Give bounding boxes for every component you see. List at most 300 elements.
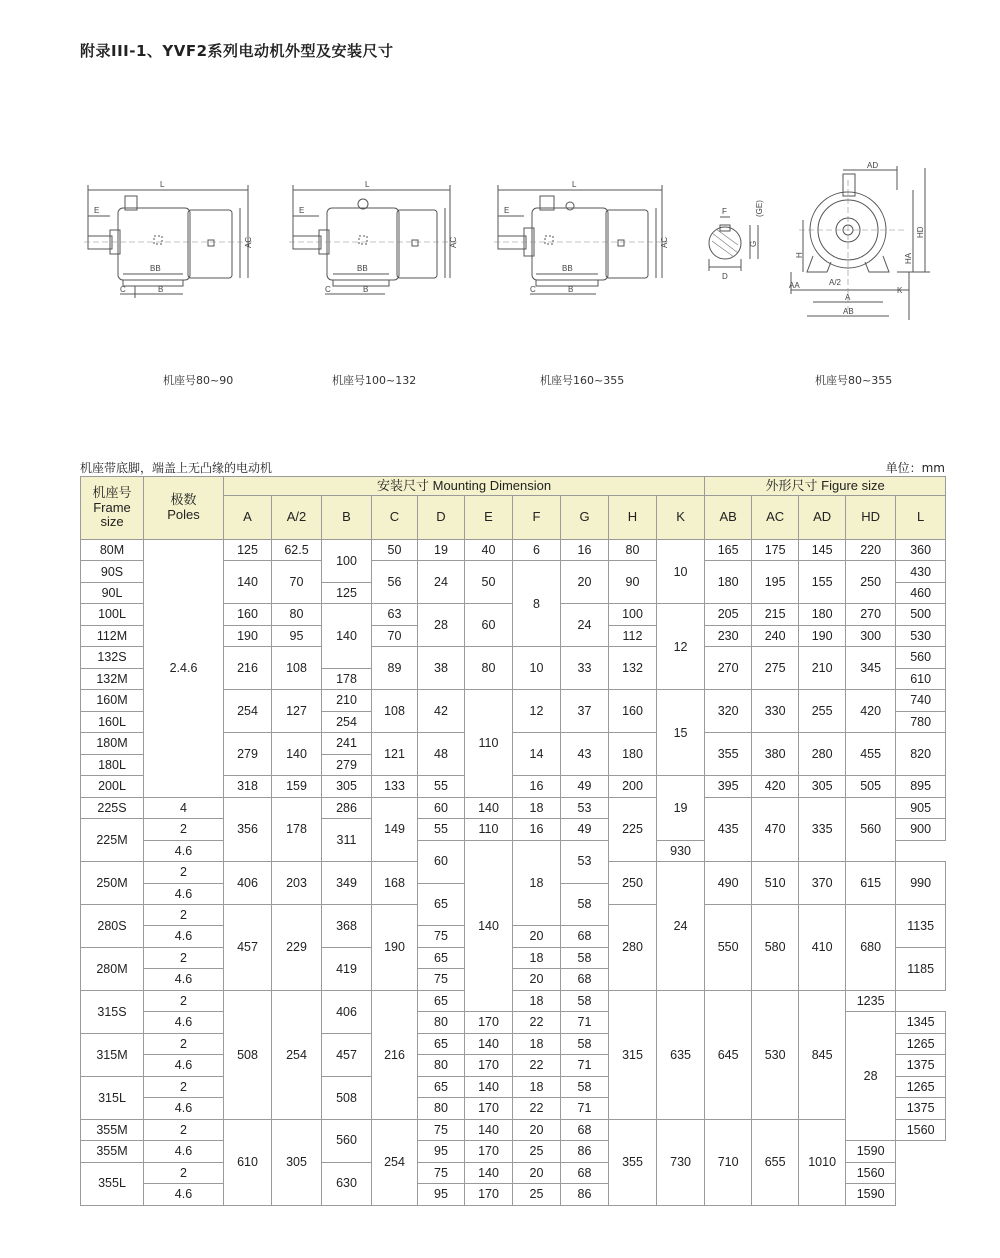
- table-cell: 216: [372, 990, 418, 1119]
- table-cell: 250: [609, 862, 657, 905]
- label-L: L: [365, 180, 370, 189]
- table-cell: 86: [561, 1184, 609, 1205]
- table-cell: 180L: [81, 754, 144, 775]
- col-header-d: D: [418, 496, 465, 540]
- table-cell: 58: [561, 990, 609, 1011]
- table-cell: 90S: [81, 561, 144, 582]
- label-C: C: [530, 285, 536, 294]
- table-cell: 630: [322, 1162, 372, 1205]
- table-cell: 4.6: [144, 1055, 224, 1076]
- table-cell: 132M: [81, 668, 144, 689]
- table-cell: 50: [372, 540, 418, 561]
- table-cell: 180: [705, 561, 752, 604]
- table-cell: 279: [224, 733, 272, 776]
- header-frame: [81, 477, 144, 540]
- label-B: B: [363, 285, 369, 294]
- table-cell: 2: [144, 1076, 224, 1097]
- table-cell: 175: [752, 540, 799, 561]
- table-cell: 250: [846, 561, 896, 604]
- table-cell: 315: [609, 990, 657, 1119]
- table-cell: 18: [513, 1076, 561, 1097]
- label-L: L: [160, 180, 165, 189]
- table-cell: 190: [224, 625, 272, 646]
- table-cell: 25: [513, 1141, 561, 1162]
- label-G: G: [749, 240, 758, 247]
- motor-side-view-160-355: [490, 178, 675, 303]
- table-cell: 360: [896, 540, 946, 561]
- table-cell: 40: [465, 540, 513, 561]
- table-cell: 305: [799, 776, 846, 797]
- table-cell: 58: [561, 1033, 609, 1054]
- table-cell: 95: [418, 1184, 465, 1205]
- table-cell: 180: [799, 604, 846, 625]
- table-cell: 930: [657, 840, 705, 861]
- table-cell: 100: [609, 604, 657, 625]
- table-cell: 241: [322, 733, 372, 754]
- table-cell: 140: [465, 1033, 513, 1054]
- table-cell: 22: [513, 1012, 561, 1033]
- table-cell: 435: [705, 797, 752, 861]
- table-cell: 55: [418, 776, 465, 797]
- table-cell: 318: [224, 776, 272, 797]
- table-cell: 190: [372, 904, 418, 990]
- table-cell: 1375: [896, 1098, 946, 1119]
- table-cell: 140: [465, 797, 513, 818]
- table-cell: 335: [799, 797, 846, 861]
- table-cell: 160: [609, 690, 657, 733]
- table-cell: 315L: [81, 1076, 144, 1119]
- table-cell: 19: [657, 776, 705, 840]
- table-cell: 65: [418, 883, 465, 926]
- table-cell: 370: [799, 862, 846, 905]
- col-header-f: F: [513, 496, 561, 540]
- table-cell: 49: [561, 819, 609, 840]
- table-cell: 315M: [81, 1033, 144, 1076]
- col-header-ad: AD: [799, 496, 846, 540]
- unit-label: 单位：mm: [885, 461, 945, 475]
- table-cell: 33: [561, 647, 609, 690]
- table-cell: 132S: [81, 647, 144, 668]
- label-AD: AD: [867, 161, 879, 170]
- table-cell: 254: [272, 990, 322, 1119]
- label-E: E: [504, 206, 510, 215]
- table-cell: 60: [418, 840, 465, 883]
- table-cell: 4.6: [144, 1012, 224, 1033]
- table-cell: 160L: [81, 711, 144, 732]
- table-cell: 20: [513, 969, 561, 990]
- table-cell: 60: [418, 797, 465, 818]
- table-cell: 1375: [896, 1055, 946, 1076]
- table-cell: 65: [418, 1076, 465, 1097]
- table-cell: 505: [846, 776, 896, 797]
- table-cell: 80: [465, 647, 513, 690]
- table-cell: 63: [372, 604, 418, 625]
- table-cell: 530: [896, 625, 946, 646]
- dimension-table: [80, 476, 946, 1206]
- table-cell: 155: [799, 561, 846, 604]
- table-cell: 395: [705, 776, 752, 797]
- table-cell: 330: [752, 690, 799, 733]
- label-BB: BB: [150, 264, 161, 273]
- table-cell: 140: [272, 733, 322, 776]
- table-cell: 6: [513, 540, 561, 561]
- table-cell: 205: [705, 604, 752, 625]
- label-AA: AA: [789, 281, 800, 290]
- table-cell: 4.6: [144, 1141, 224, 1162]
- header-mounting: 安装尺寸 Mounting Dimension: [224, 477, 705, 496]
- table-cell: 500: [896, 604, 946, 625]
- table-cell: 160: [224, 604, 272, 625]
- table-cell: 22: [513, 1098, 561, 1119]
- table-cell: 311: [322, 819, 372, 862]
- table-cell: 60: [465, 604, 513, 647]
- table-cell: 125: [224, 540, 272, 561]
- caption-frame-100-132: 机座号100~132: [332, 374, 417, 387]
- table-cell: 195: [752, 561, 799, 604]
- table-cell: 178: [272, 797, 322, 861]
- col-header-l: L: [896, 496, 946, 540]
- table-cell: 10: [657, 540, 705, 604]
- table-cell: 86: [561, 1141, 609, 1162]
- table-cell: 255: [799, 690, 846, 733]
- table-cell: 19: [418, 540, 465, 561]
- table-cell: 2: [144, 1033, 224, 1054]
- table-cell: 305: [272, 1119, 322, 1205]
- table-cell: 145: [799, 540, 846, 561]
- table-cell: 280: [609, 904, 657, 990]
- table-cell: 180M: [81, 733, 144, 754]
- table-cell: 560: [896, 647, 946, 668]
- col-header-h: H: [609, 496, 657, 540]
- label-A2: A/2: [829, 278, 842, 287]
- table-cell: 905: [896, 797, 946, 818]
- table-cell: 4.6: [144, 1184, 224, 1205]
- table-cell: 22: [513, 1055, 561, 1076]
- table-cell: 210: [322, 690, 372, 711]
- table-cell: 53: [561, 840, 609, 883]
- table-cell: 110: [465, 819, 513, 840]
- label-A: A: [845, 293, 851, 302]
- header-poles-text: 极数 Poles: [167, 492, 200, 522]
- table-cell: 149: [372, 797, 418, 861]
- table-cell: 560: [322, 1119, 372, 1162]
- table-cell: 95: [272, 625, 322, 646]
- table-cell: 12: [513, 690, 561, 733]
- table-cell: 108: [272, 647, 322, 690]
- table-cell: 410: [799, 904, 846, 990]
- table-cell: 71: [561, 1055, 609, 1076]
- table-cell: 286: [322, 797, 372, 818]
- shaft-section-view: [700, 195, 770, 285]
- table-cell: 2: [144, 819, 224, 840]
- table-cell: 530: [752, 990, 799, 1119]
- table-cell: 225S: [81, 797, 144, 818]
- table-cell: 355M: [81, 1119, 144, 1140]
- table-cell: 180: [609, 733, 657, 776]
- table-cell: 90: [609, 561, 657, 604]
- table-cell: 4.6: [144, 883, 224, 904]
- col-header-g: G: [561, 496, 609, 540]
- table-cell: 270: [705, 647, 752, 690]
- table-cell: 28: [418, 604, 465, 647]
- table-cell: 178: [322, 668, 372, 689]
- table-row: [81, 1119, 946, 1140]
- label-B: B: [158, 285, 164, 294]
- table-cell: 75: [418, 926, 465, 947]
- table-cell: 58: [561, 883, 609, 926]
- table-cell: 254: [372, 1119, 418, 1205]
- table-cell: 70: [272, 561, 322, 604]
- table-cell: 430: [896, 561, 946, 582]
- table-cell: 740: [896, 690, 946, 711]
- table-cell: 140: [224, 561, 272, 604]
- table-cell: 254: [322, 711, 372, 732]
- table-cell: 16: [513, 819, 561, 840]
- table-cell: 550: [705, 904, 752, 990]
- table-cell: 159: [272, 776, 322, 797]
- table-cell: 90L: [81, 582, 144, 603]
- table-cell: 2: [144, 904, 224, 925]
- table-cell: 345: [846, 647, 896, 690]
- table-cell: 2: [144, 862, 224, 883]
- table-cell: 58: [561, 1076, 609, 1097]
- table-cell: 68: [561, 1162, 609, 1183]
- table-cell: 1560: [846, 1162, 896, 1183]
- table-cell: 560: [846, 797, 896, 861]
- table-cell: 4: [144, 797, 224, 818]
- table-cell: 140: [465, 1076, 513, 1097]
- table-cell: 25: [513, 1184, 561, 1205]
- table-cell: 49: [561, 776, 609, 797]
- table-cell: 43: [561, 733, 609, 776]
- table-cell: 112M: [81, 625, 144, 646]
- caption-frame-80-355-end: 机座号80~355: [815, 374, 893, 387]
- col-header-a: A: [224, 496, 272, 540]
- table-cell: 355L: [81, 1162, 144, 1205]
- table-cell: 80: [418, 1098, 465, 1119]
- table-cell: 37: [561, 690, 609, 733]
- table-cell: 200L: [81, 776, 144, 797]
- table-cell: 48: [418, 733, 465, 776]
- table-cell: 132: [609, 647, 657, 690]
- table-cell: 1590: [846, 1184, 896, 1205]
- header-poles: [144, 477, 224, 540]
- table-cell: 1185: [896, 947, 946, 990]
- table-cell: 14: [513, 733, 561, 776]
- table-cell: 18: [513, 947, 561, 968]
- table-cell: 655: [752, 1119, 799, 1205]
- table-cell: 140: [465, 840, 513, 1012]
- table-cell: 508: [224, 990, 272, 1119]
- table-cell: 170: [465, 1012, 513, 1033]
- table-row: [81, 797, 946, 818]
- table-cell: 112: [609, 625, 657, 646]
- col-header-a-half2: A/2: [272, 496, 322, 540]
- table-cell: 280S: [81, 904, 144, 947]
- table-cell: 16: [561, 540, 609, 561]
- table-cell: 2: [144, 947, 224, 968]
- label-AC: AC: [244, 236, 253, 248]
- table-cell: 121: [372, 733, 418, 776]
- table-cell: 95: [418, 1141, 465, 1162]
- table-cell: 610: [224, 1119, 272, 1205]
- motor-end-view: [785, 160, 940, 325]
- table-cell: 1590: [846, 1141, 896, 1162]
- table-cell: 420: [752, 776, 799, 797]
- table-cell: 18: [513, 1033, 561, 1054]
- table-cell: 10: [513, 647, 561, 690]
- table-cell: 170: [465, 1184, 513, 1205]
- table-cell: 190: [799, 625, 846, 646]
- table-cell: 2: [144, 1162, 224, 1183]
- table-cell: 275: [752, 647, 799, 690]
- table-cell: 1135: [896, 904, 946, 947]
- table-cell: 89: [372, 647, 418, 690]
- table-cell: 355: [705, 733, 752, 776]
- table-cell: 140: [322, 604, 372, 668]
- table-cell: 406: [322, 990, 372, 1033]
- table-cell: 355M: [81, 1141, 144, 1162]
- table-cell: 170: [465, 1098, 513, 1119]
- table-cell: 2: [144, 990, 224, 1011]
- table-cell: 140: [465, 1119, 513, 1140]
- label-E: E: [299, 206, 305, 215]
- table-cell: 2: [144, 1119, 224, 1140]
- label-AC: AC: [449, 236, 458, 248]
- col-header-hd: HD: [846, 496, 896, 540]
- table-cell: 280: [799, 733, 846, 776]
- caption-frame-80-90: 机座号80~90: [163, 374, 234, 387]
- table-cell: 75: [418, 1119, 465, 1140]
- table-cell: 108: [372, 690, 418, 733]
- table-cell: 160M: [81, 690, 144, 711]
- table-cell: 20: [513, 1162, 561, 1183]
- table-cell: 15: [657, 690, 705, 776]
- table-cell: 215: [752, 604, 799, 625]
- label-H: H: [795, 252, 804, 258]
- table-cell: 68: [561, 1119, 609, 1140]
- table-cell: 780: [896, 711, 946, 732]
- table-cell: 140: [465, 1162, 513, 1183]
- page-title: 附录III-1、YVF2系列电动机外型及安装尺寸: [80, 42, 394, 60]
- table-cell: 110: [465, 690, 513, 797]
- label-B: B: [568, 285, 574, 294]
- table-cell: 300: [846, 625, 896, 646]
- table-cell: 320: [705, 690, 752, 733]
- table-cell: 250M: [81, 862, 144, 905]
- table-cell: 18: [513, 797, 561, 818]
- table-cell: 58: [561, 947, 609, 968]
- table-cell: 24: [418, 561, 465, 604]
- table-cell: 20: [513, 926, 561, 947]
- table-cell: 460: [896, 582, 946, 603]
- table-cell: 16: [513, 776, 561, 797]
- label-AC: AC: [660, 236, 669, 248]
- table-cell: 4.6: [144, 926, 224, 947]
- label-L: L: [572, 180, 577, 189]
- table-cell: 1560: [896, 1119, 946, 1140]
- table-cell: 4.6: [144, 840, 224, 861]
- label-K: K: [897, 286, 903, 295]
- table-cell: 133: [372, 776, 418, 797]
- table-cell: 1265: [896, 1033, 946, 1054]
- table-cell: 845: [799, 990, 846, 1119]
- table-cell: 55: [418, 819, 465, 840]
- table-cell: 610: [896, 668, 946, 689]
- table-cell: 270: [846, 604, 896, 625]
- table-cell: 1265: [896, 1076, 946, 1097]
- label-D: D: [722, 272, 728, 281]
- table-cell: 4.6: [144, 1098, 224, 1119]
- label-BB: BB: [357, 264, 368, 273]
- table-cell: 80: [418, 1055, 465, 1076]
- table-cell: 419: [322, 947, 372, 990]
- col-header-e: E: [465, 496, 513, 540]
- table-note: 机座带底脚，端盖上无凸缘的电动机: [80, 461, 273, 475]
- table-cell: 20: [513, 1119, 561, 1140]
- table-cell: 406: [224, 862, 272, 905]
- table-cell: 1235: [846, 990, 896, 1011]
- table-cell: 100: [322, 540, 372, 583]
- table-cell: 216: [224, 647, 272, 690]
- table-cell: 580: [752, 904, 799, 990]
- table-cell: 71: [561, 1012, 609, 1033]
- table-cell: 53: [561, 797, 609, 818]
- table-cell: 730: [657, 1119, 705, 1205]
- table-cell: 420: [846, 690, 896, 733]
- table-cell: 457: [224, 904, 272, 990]
- label-BB: BB: [562, 264, 573, 273]
- table-cell: 18: [513, 840, 561, 926]
- table-cell: 71: [561, 1098, 609, 1119]
- table-cell: 2.4.6: [144, 540, 224, 798]
- label-F: F: [722, 207, 727, 216]
- table-cell: 455: [846, 733, 896, 776]
- table-cell: 349: [322, 862, 372, 905]
- table-cell: 168: [372, 862, 418, 905]
- table-cell: 470: [752, 797, 799, 861]
- table-cell: 380: [752, 733, 799, 776]
- table-cell: 820: [896, 733, 946, 776]
- label-HD: HD: [916, 226, 925, 238]
- table-cell: 710: [705, 1119, 752, 1205]
- table-cell: 125: [322, 582, 372, 603]
- table-cell: 225M: [81, 819, 144, 862]
- label-C: C: [120, 285, 126, 294]
- label-HA: HA: [904, 252, 913, 264]
- table-cell: 80: [609, 540, 657, 561]
- label-C: C: [325, 285, 331, 294]
- table-cell: 42: [418, 690, 465, 733]
- table-cell: 240: [752, 625, 799, 646]
- label-E: E: [94, 206, 100, 215]
- table-cell: 1010: [799, 1119, 846, 1205]
- table-cell: 315S: [81, 990, 144, 1033]
- table-cell: 280M: [81, 947, 144, 990]
- table-cell: 490: [705, 862, 752, 905]
- table-cell: 80M: [81, 540, 144, 561]
- table-cell: 615: [846, 862, 896, 905]
- table-cell: 203: [272, 862, 322, 905]
- table-cell: 68: [561, 926, 609, 947]
- table-cell: 28: [846, 1012, 896, 1141]
- table-row: [81, 540, 946, 561]
- col-header-b: B: [322, 496, 372, 540]
- table-cell: 170: [465, 1055, 513, 1076]
- table-cell: 65: [418, 990, 465, 1011]
- table-cell: 457: [322, 1033, 372, 1076]
- table-cell: 62.5: [272, 540, 322, 561]
